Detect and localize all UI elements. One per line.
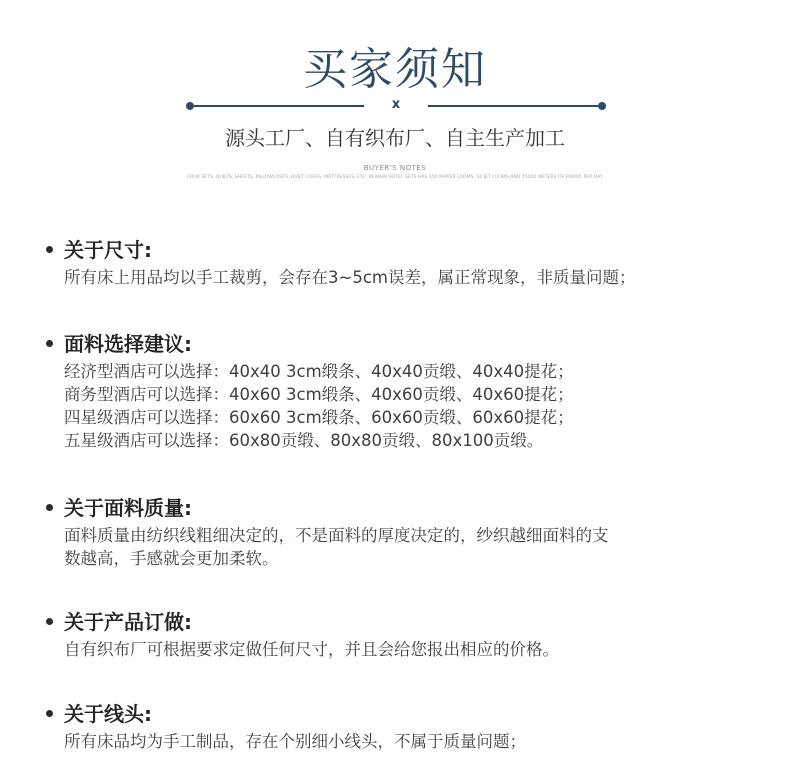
section-line: 五星级酒店可以选择：60x80贡缎、80x80贡缎、80x100贡缎。 <box>64 431 544 450</box>
section-title: 关于线头: <box>64 702 152 726</box>
bullet-icon <box>46 340 53 347</box>
section-line: 四星级酒店可以选择：60x60 3cm缎条、60x60贡缎、60x60提花； <box>64 408 574 427</box>
section-line: 面料质量由纺织线粗细决定的，不是面料的厚度决定的，纱织越细面料的支 <box>64 526 609 545</box>
section-title: 关于面料质量: <box>64 496 192 520</box>
section-body <box>64 638 762 661</box>
section-body <box>64 266 762 289</box>
section-custom-order <box>42 608 762 661</box>
divider-right-line <box>428 105 598 107</box>
section-body <box>64 524 762 570</box>
section-line: 自有织布厂可根据要求定做任何尺寸，并且会给您报出相应的价格。 <box>64 640 559 659</box>
section-line: 商务型酒店可以选择：40x60 3cm缎条、40x60贡缎、40x60提花； <box>64 385 574 404</box>
english-description: FOUR SETS, QUILTS, SHEETS, PILLOWCASES, QUILT CORES, MATTRESSES, ETC. IN MAIN HOTEL SETS HAS 150 RAPIER LOOMS, 50 JET LOOMS AND 15000 METERS OF FABRIC PER DAY <box>187 175 603 180</box>
section-fabric-quality <box>42 494 762 570</box>
section-title: 关于产品订做: <box>64 610 192 634</box>
title-divider <box>186 98 606 114</box>
bullet-icon <box>46 504 53 511</box>
divider-right-dot <box>598 102 606 110</box>
page-header <box>0 0 790 200</box>
page-title: 买家须知 <box>303 44 487 95</box>
section-line: 所有床品均为手工制品，存在个别细小线头，不属于质量问题； <box>64 732 526 751</box>
section-title: 关于尺寸: <box>64 238 152 262</box>
section-title: 面料选择建议: <box>64 332 192 356</box>
section-fabric-advice <box>42 330 762 452</box>
section-line: 所有床上用品均以手工裁剪，会存在3~5cm误差，属正常现象，非质量问题； <box>64 268 636 287</box>
bullet-icon <box>46 246 53 253</box>
section-size <box>42 236 762 289</box>
section-line: 数越高，手感就会更加柔软。 <box>64 549 279 568</box>
divider-left-dot <box>186 102 194 110</box>
english-title: BUYER'S NOTES <box>363 164 427 172</box>
divider-mark: x <box>391 97 401 112</box>
section-line: 经济型酒店可以选择：40x40 3cm缎条、40x40贡缎、40x40提花； <box>64 362 574 381</box>
divider-left-line <box>194 105 364 107</box>
bullet-icon <box>46 618 53 625</box>
section-body <box>64 730 762 753</box>
section-thread <box>42 700 762 753</box>
section-body <box>64 360 762 452</box>
bullet-icon <box>46 710 53 717</box>
page-subtitle: 源头工厂、自有织布厂、自主生产加工 <box>225 126 565 150</box>
